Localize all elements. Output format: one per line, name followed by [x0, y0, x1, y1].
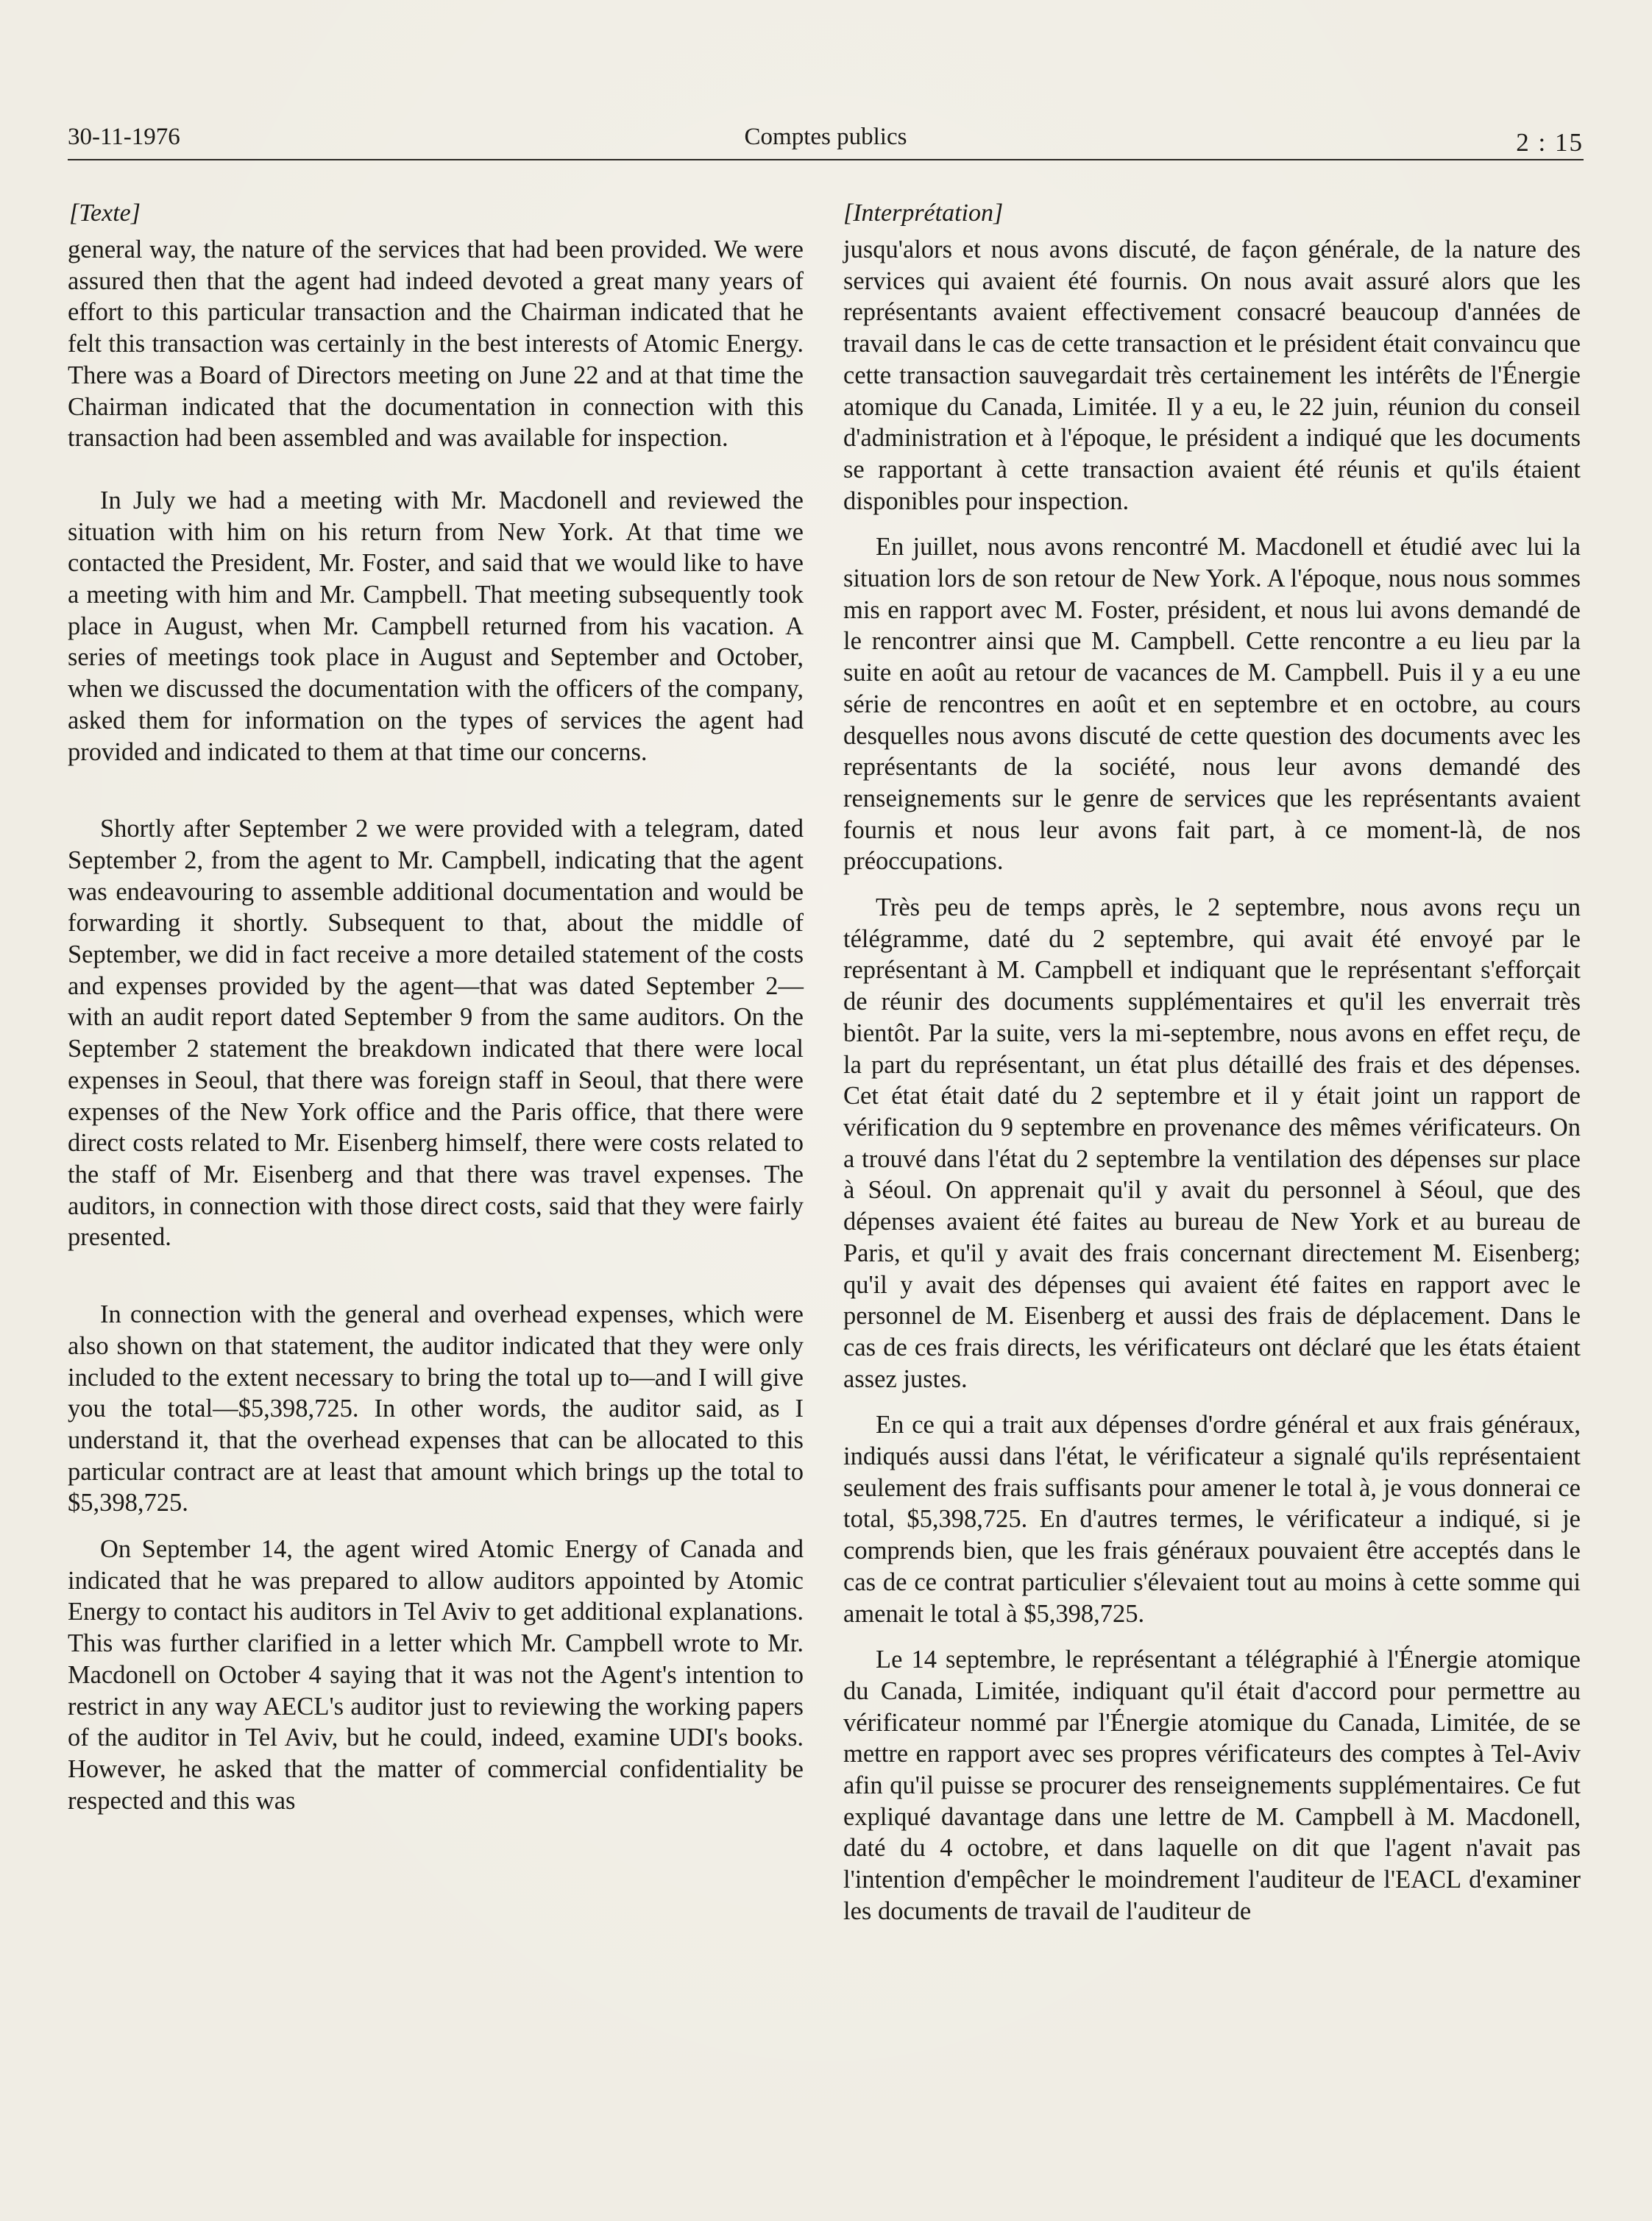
english-column: [68, 197, 804, 1816]
paragraph: Shortly after September 2 we were provided with a telegram, dated September 2, from the agent to Mr. Campbell, indicating that the agent was endeavouring to assemble additional documentation and would be forwarding it shortly. Subsequent to that, about the middle of September, we did in fact receive a more detailed statement of the costs and expenses provided by the agent—that was dated September 2—with an audit report dated September 9 from the same auditors. On the September 2 statement the breakdown indicated that there were local expenses in Seoul, that there was foreign staff in Seoul, that there were expenses of the New York office and the Paris office, that there were direct costs related to Mr. Eisenberg himself, there were costs related to the staff of Mr. Eisenberg and that there was travel expenses. The auditors, in connection with those direct costs, said that they were fairly presented.: [68, 815, 804, 1252]
paragraph: On September 14, the agent wired Atomic Energy of Canada and indicated that he was prepared to allow auditors appointed by Atomic Energy to contact his auditors in Tel Aviv to get additional explanations. This was further clarified in a letter which Mr. Campbell wrote to Mr. Macdonell on October 4 saying that it was not the Agent's intention to restrict in any way AECL's auditor just to reviewing the working papers of the auditor in Tel Aviv, but he could, indeed, examine UDI's books. However, he asked that the matter of commercial confidentiality be respected and this was: [68, 1535, 804, 1815]
column-label-texte: [Texte]: [69, 199, 141, 227]
header-rule: [68, 159, 1584, 160]
paragraph: jusqu'alors et nous avons discuté, de façon générale, de la nature des services qui avaient été fournis. On nous avait assuré alors que les représentants avaient effectivement consacré beaucoup d'années de travail dans le cas de cette transaction et le président était convaincu que cette transaction sauvegardait très certainement les intérêts de l'Énergie atomique du Canada, Limitée. Il y a eu, le 22 juin, réunion du conseil d'administration et à l'époque, le président a indiqué que les documents se rapportant à cette transaction avaient été réunis et qu'ils étaient disponibles pour inspection.: [843, 235, 1581, 515]
header-title: Comptes publics: [744, 124, 907, 150]
page-number: 2 : 15: [1516, 128, 1584, 157]
column-label-interpretation: [Interprétation]: [843, 199, 1004, 227]
paragraph: En juillet, nous avons rencontré M. Macdonell et étudié avec lui la situation lors de son retour de New York. A l'époque, nous nous sommes mis en rapport avec M. Foster, président, et nous lui avons demandé de le rencontrer ainsi que M. Campbell. Cette rencontre a eu lieu par la suite en août au retour de vacances de M. Campbell. Puis il y a eu une série de rencontres en août et en septembre et en octobre, au cours desquelles nous avons discuté de cette question des documents avec les représentants de la société, nous leur avons demandé des renseignements sur le genre de services que les représentants avaient fournis et nous leur avons fait part, à ce moment-là, de nos préoccupations.: [843, 533, 1581, 876]
paragraph: Très peu de temps après, le 2 septembre, nous avons reçu un télégramme, daté du 2 septembre, qui avait été envoyé par le représentant à M. Campbell et indiquant que le représentant s'efforçait de réunir des documents supplémentaires et qu'il les enverrait très bientôt. Par la suite, vers la mi-septembre, nous avons en effet reçu, de la part du représentant, un état plus détaillé des frais et des dépenses. Cet état était daté du 2 septembre et il y était joint un rapport de vérification du 9 septembre en provenance des mêmes vérificateurs. On a trouvé dans l'état du 2 septembre la ventilation des dépenses sur place à Séoul. On apprenait qu'il y avait du personnel à Séoul, que des dépenses avaient été faites au bureau de New York et au bureau de Paris, et qu'il y avait des frais concernant directement M. Eisenberg; qu'il y avait des dépenses qui avaient été faites en rapport avec le personnel de M. Eisenberg et aussi des frais de déplacement. Dans le cas de ces frais directs, les vérificateurs ont déclaré que les états étaient assez justes.: [843, 893, 1581, 1393]
paragraph: En ce qui a trait aux dépenses d'ordre général et aux frais généraux, indiqués aussi dans l'état, le vérificateur a signalé qu'ils représentaient seulement des frais suffisants pour amener le total à, je vous donnerai ce total, $5,398,725. En d'autres termes, le vérificateur a indiqué, si je comprends bien, que les frais généraux pouvaient être acceptés dans le cas de ce contrat particulier s'élevaient tout au moins à cette somme qui amenait le total à $5,398,725.: [843, 1411, 1581, 1628]
header-date: 30-11-1976: [68, 124, 180, 150]
paragraph: In connection with the general and overhead expenses, which were also shown on that statement, the auditor indicated that they were only included to the extent necessary to bring the total up to—and I will give you the total—$5,398,725. In other words, the auditor said, as I understand it, that the overhead expenses that can be allocated to this particular contract are at least that amount which brings up the total to $5,398,725.: [68, 1300, 804, 1517]
paragraph: In July we had a meeting with Mr. Macdonell and reviewed the situation with him on his return from New York. At that time we contacted the President, Mr. Foster, and said that we would like to have a meeting with him and Mr. Campbell. That meeting subsequently took place in August, when Mr. Campbell returned from his vacation. A series of meetings took place in August and September and October, when we discussed the documentation with the officers of the company, asked them for information on the types of services the agent had provided and indicated to them at that time our concerns.: [68, 486, 804, 766]
french-column: [843, 197, 1581, 1927]
paragraph: Le 14 septembre, le représentant a télégraphié à l'Énergie atomique du Canada, Limitée, indiquant qu'il était d'accord pour permettre au vérificateur nommé par l'Énergie atomique du Canada, Limitée, de se mettre en rapport avec ses propres vérificateurs des comptes à Tel-Aviv afin qu'il puisse se procurer des renseignements supplémentaires. Ce fut expliqué davantage dans une lettre de M. Campbell à M. Macdonell, daté du 4 octobre, et dans laquelle on dit que l'agent n'avait pas l'intention d'empêcher le moindrement l'auditeur de l'EACL d'examiner les documents de travail de l'auditeur de: [843, 1646, 1581, 1925]
paragraph: general way, the nature of the services that had been provided. We were assured then that the agent had indeed devoted a great many years of effort to this particular transaction and the Chairman indicated that he felt this transaction was certainly in the best interests of Atomic Energy. There was a Board of Directors meeting on June 22 and at that time the Chairman indicated that the documentation in connection with this transaction had been assembled and was available for inspection.: [68, 235, 804, 453]
page-header: [68, 124, 1584, 160]
